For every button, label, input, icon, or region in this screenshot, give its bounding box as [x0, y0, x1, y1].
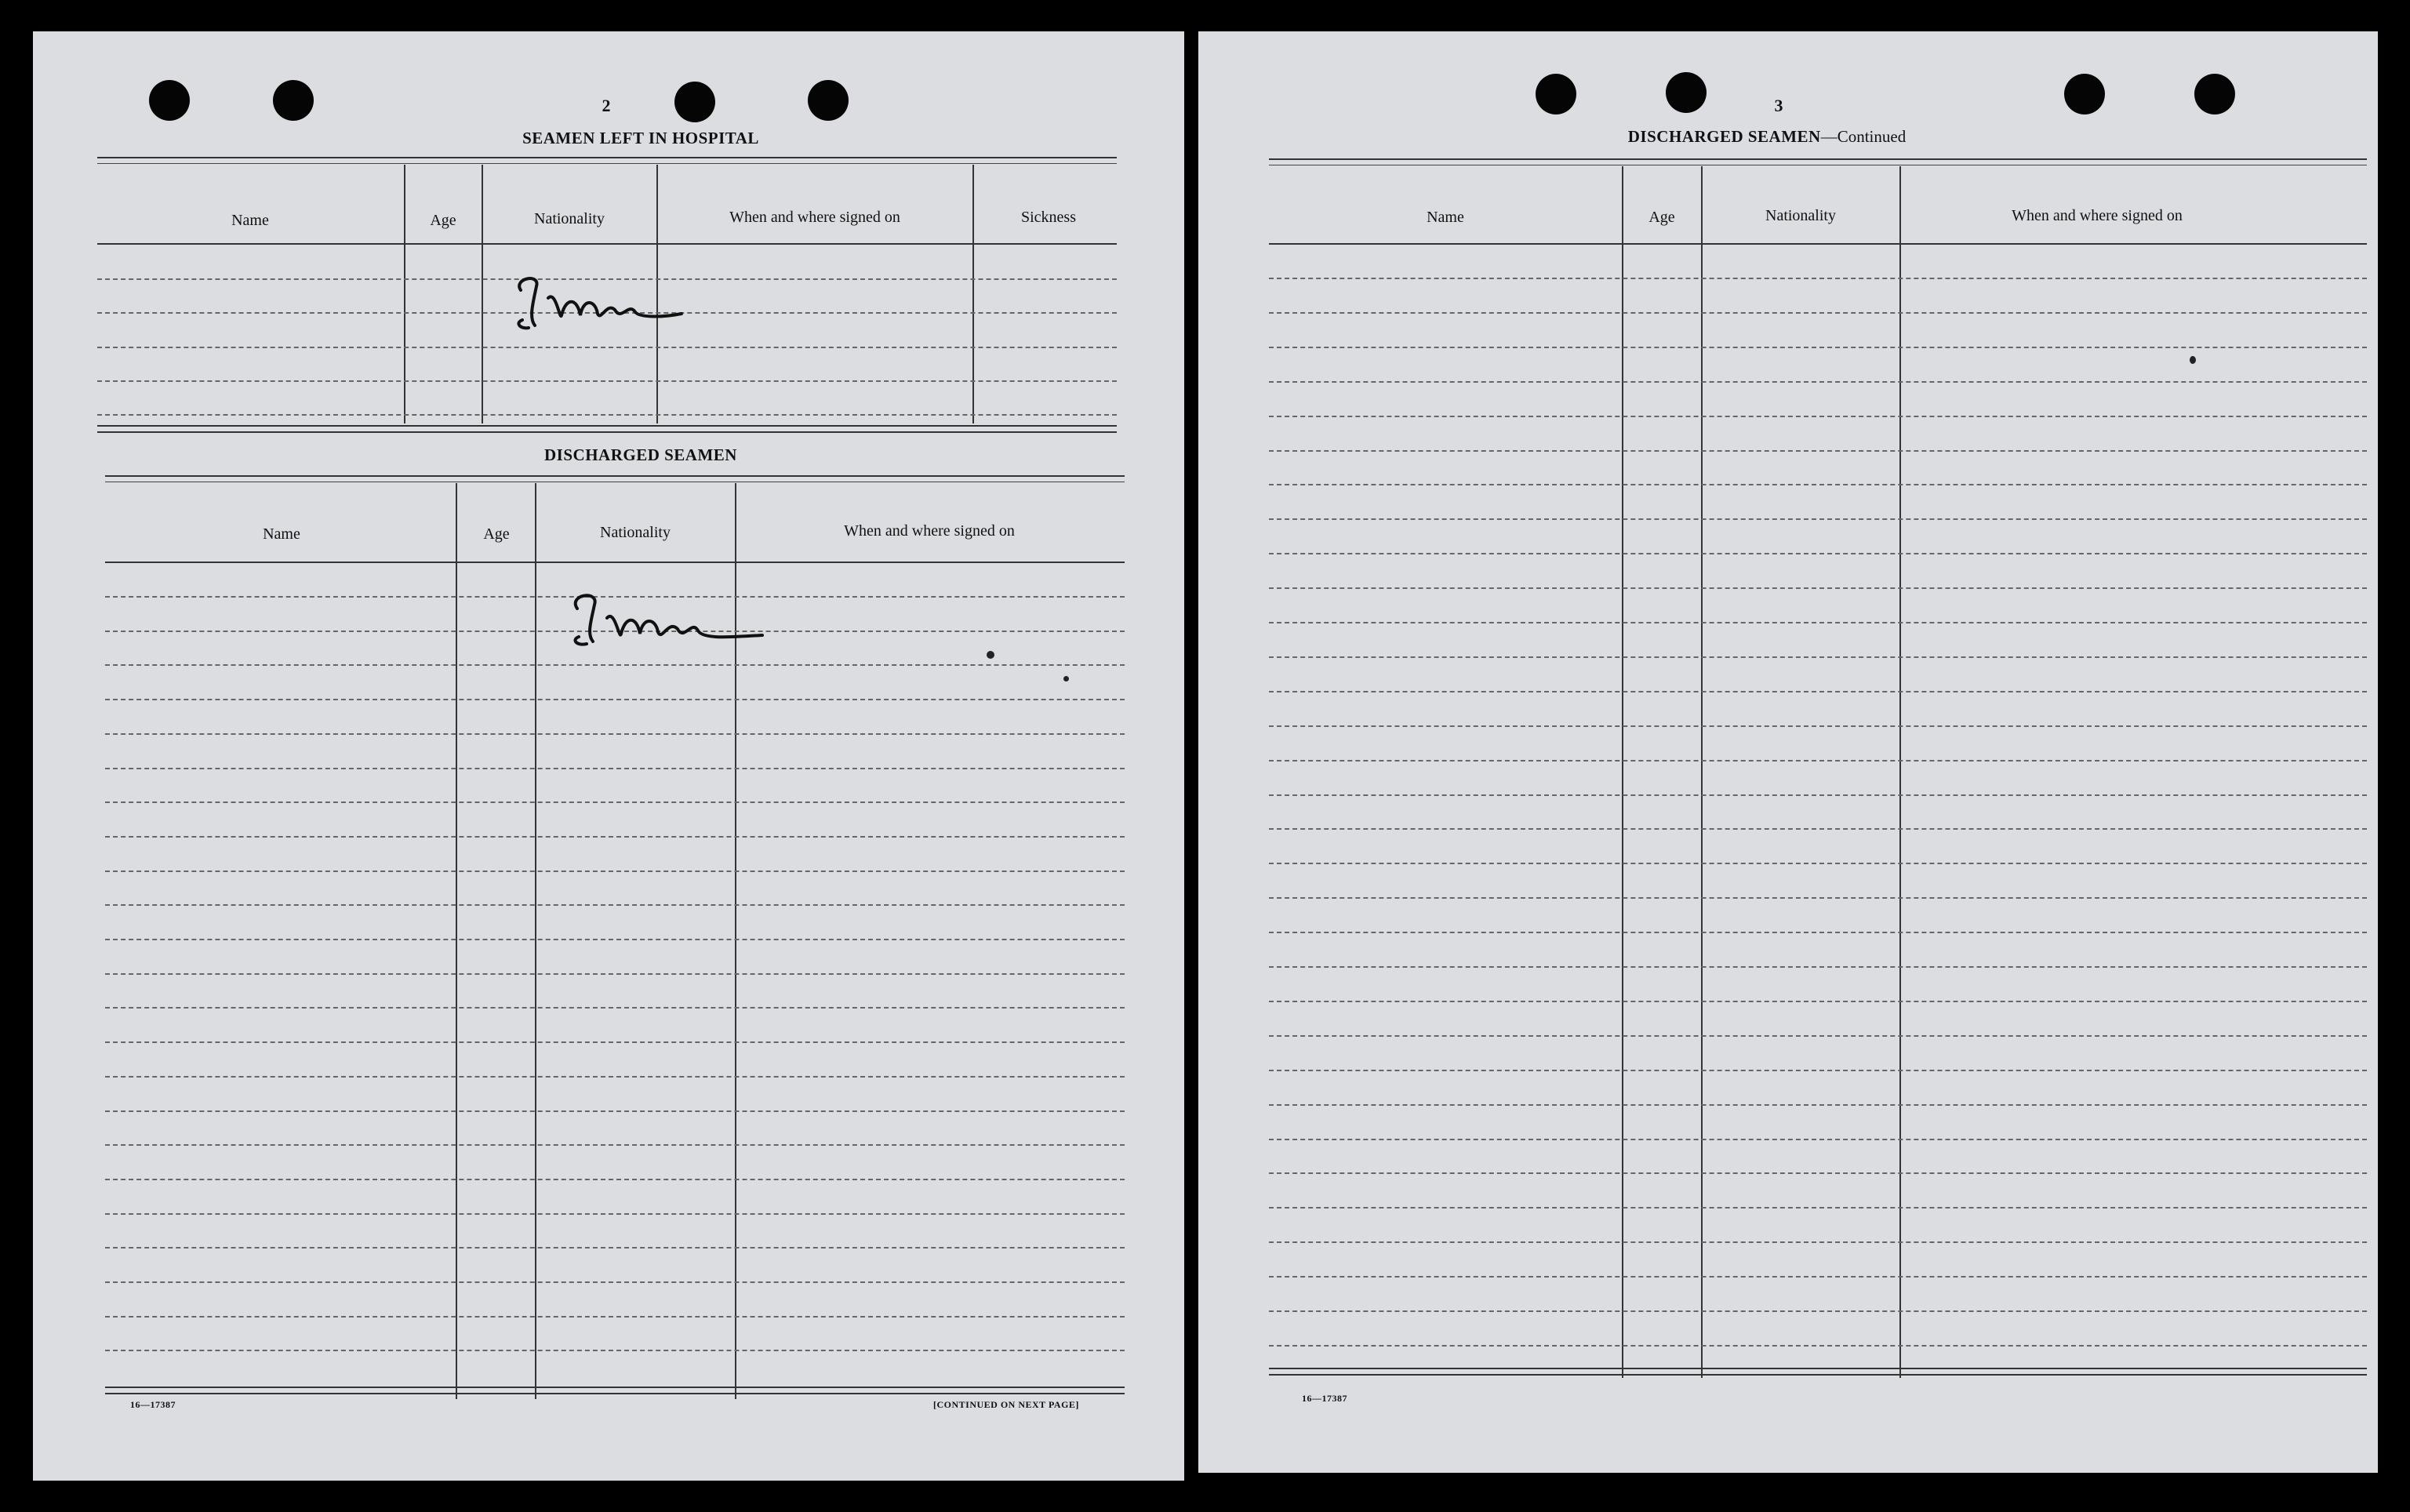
ruled-line [1269, 897, 2367, 899]
punch-hole [674, 82, 715, 122]
punch-hole [2064, 74, 2105, 114]
ruled-line [1269, 450, 2367, 452]
ruled-line [105, 1144, 1125, 1146]
discharged-table [105, 475, 1125, 1440]
punch-hole [2194, 74, 2235, 114]
discharged-section-title: DISCHARGED SEAMEN [544, 445, 737, 464]
ruled-line [105, 1007, 1125, 1009]
ruled-line [1269, 1172, 2367, 1174]
ruled-line [105, 1110, 1125, 1112]
column-header-signed-on: When and where signed on [844, 522, 1015, 540]
ruled-line [1269, 1139, 2367, 1140]
handwritten-none [560, 585, 764, 656]
ruled-line [1269, 1035, 2367, 1037]
column-header-name: Name [1427, 209, 1464, 226]
hospital-table [97, 157, 1117, 463]
discharged-continued-table [1269, 158, 2367, 1413]
ruled-line [105, 973, 1125, 975]
ruled-line [1269, 725, 2367, 727]
page-number: 3 [1774, 96, 1783, 115]
ruled-line [1269, 760, 2367, 761]
ruled-line [1269, 1345, 2367, 1347]
ruled-line [105, 1213, 1125, 1215]
ruled-line [1269, 553, 2367, 554]
ruled-line [1269, 1241, 2367, 1243]
ruled-line [1269, 656, 2367, 658]
ruled-line [105, 1179, 1125, 1180]
right-page [1198, 31, 2378, 1473]
ruled-line [1269, 1310, 2367, 1312]
ruled-line [1269, 381, 2367, 383]
ink-speck [987, 651, 994, 659]
ruled-line [105, 836, 1125, 838]
ruled-line [105, 1247, 1125, 1248]
ruled-line [105, 1041, 1125, 1043]
ruled-line [1269, 863, 2367, 864]
ruled-line [1269, 484, 2367, 485]
punch-hole [149, 80, 190, 121]
handwritten-none [505, 267, 685, 337]
left-page [33, 31, 1184, 1481]
ruled-line [105, 664, 1125, 666]
column-header-signed-on: When and where signed on [729, 209, 900, 226]
column-header-age: Age [483, 525, 510, 543]
ruled-line [1269, 1276, 2367, 1278]
ruled-line [1269, 622, 2367, 623]
ink-speck [1063, 676, 1069, 681]
ruled-line [105, 768, 1125, 769]
ruled-line [1269, 1104, 2367, 1106]
column-header-signed-on: When and where signed on [2012, 207, 2183, 224]
ruled-line [105, 733, 1125, 735]
hospital-section-title: SEAMEN LEFT IN HOSPITAL [522, 129, 759, 147]
ruled-line [1269, 416, 2367, 417]
column-header-name: Name [231, 212, 269, 229]
ruled-line [105, 1281, 1125, 1283]
ruled-line [105, 699, 1125, 700]
punch-hole [1666, 72, 1707, 113]
ruled-line [1269, 932, 2367, 933]
ruled-line [1269, 1070, 2367, 1071]
discharged-continued-title: DISCHARGED SEAMEN—Continued [1627, 127, 1907, 146]
ruled-line [105, 1316, 1125, 1318]
ruled-line [1269, 828, 2367, 830]
ink-speck [2190, 356, 2196, 364]
punch-hole [1536, 74, 1576, 114]
ruled-line [1269, 691, 2367, 692]
handwritten-none-text: None [560, 585, 562, 586]
ruled-line [105, 870, 1125, 872]
form-number: 16—17387 [130, 1399, 176, 1410]
ruled-line [1269, 587, 2367, 589]
ruled-line [1269, 966, 2367, 968]
form-number: 16—17387 [1302, 1393, 1347, 1404]
ruled-line [105, 1076, 1125, 1078]
ruled-line [105, 939, 1125, 940]
punch-hole [808, 80, 849, 121]
ruled-line [1269, 794, 2367, 796]
column-header-nationality: Nationality [534, 210, 605, 227]
ruled-line [1269, 1001, 2367, 1002]
continued-note: [CONTINUED ON NEXT PAGE] [933, 1399, 1079, 1410]
ruled-line [1269, 312, 2367, 314]
column-header-age: Age [430, 212, 456, 229]
column-header-nationality: Nationality [1765, 207, 1836, 224]
ruled-line [1269, 1207, 2367, 1209]
ruled-line [105, 1350, 1125, 1351]
column-header-nationality: Nationality [600, 524, 671, 541]
ruled-line [1269, 347, 2367, 348]
column-header-sickness: Sickness [1021, 209, 1076, 226]
column-header-name: Name [263, 525, 300, 543]
page-number: 2 [602, 96, 611, 115]
ruled-line [1269, 518, 2367, 520]
punch-hole [273, 80, 314, 121]
ruled-line [105, 801, 1125, 803]
ruled-line [1269, 278, 2367, 279]
column-header-age: Age [1648, 209, 1675, 226]
ruled-line [105, 904, 1125, 906]
